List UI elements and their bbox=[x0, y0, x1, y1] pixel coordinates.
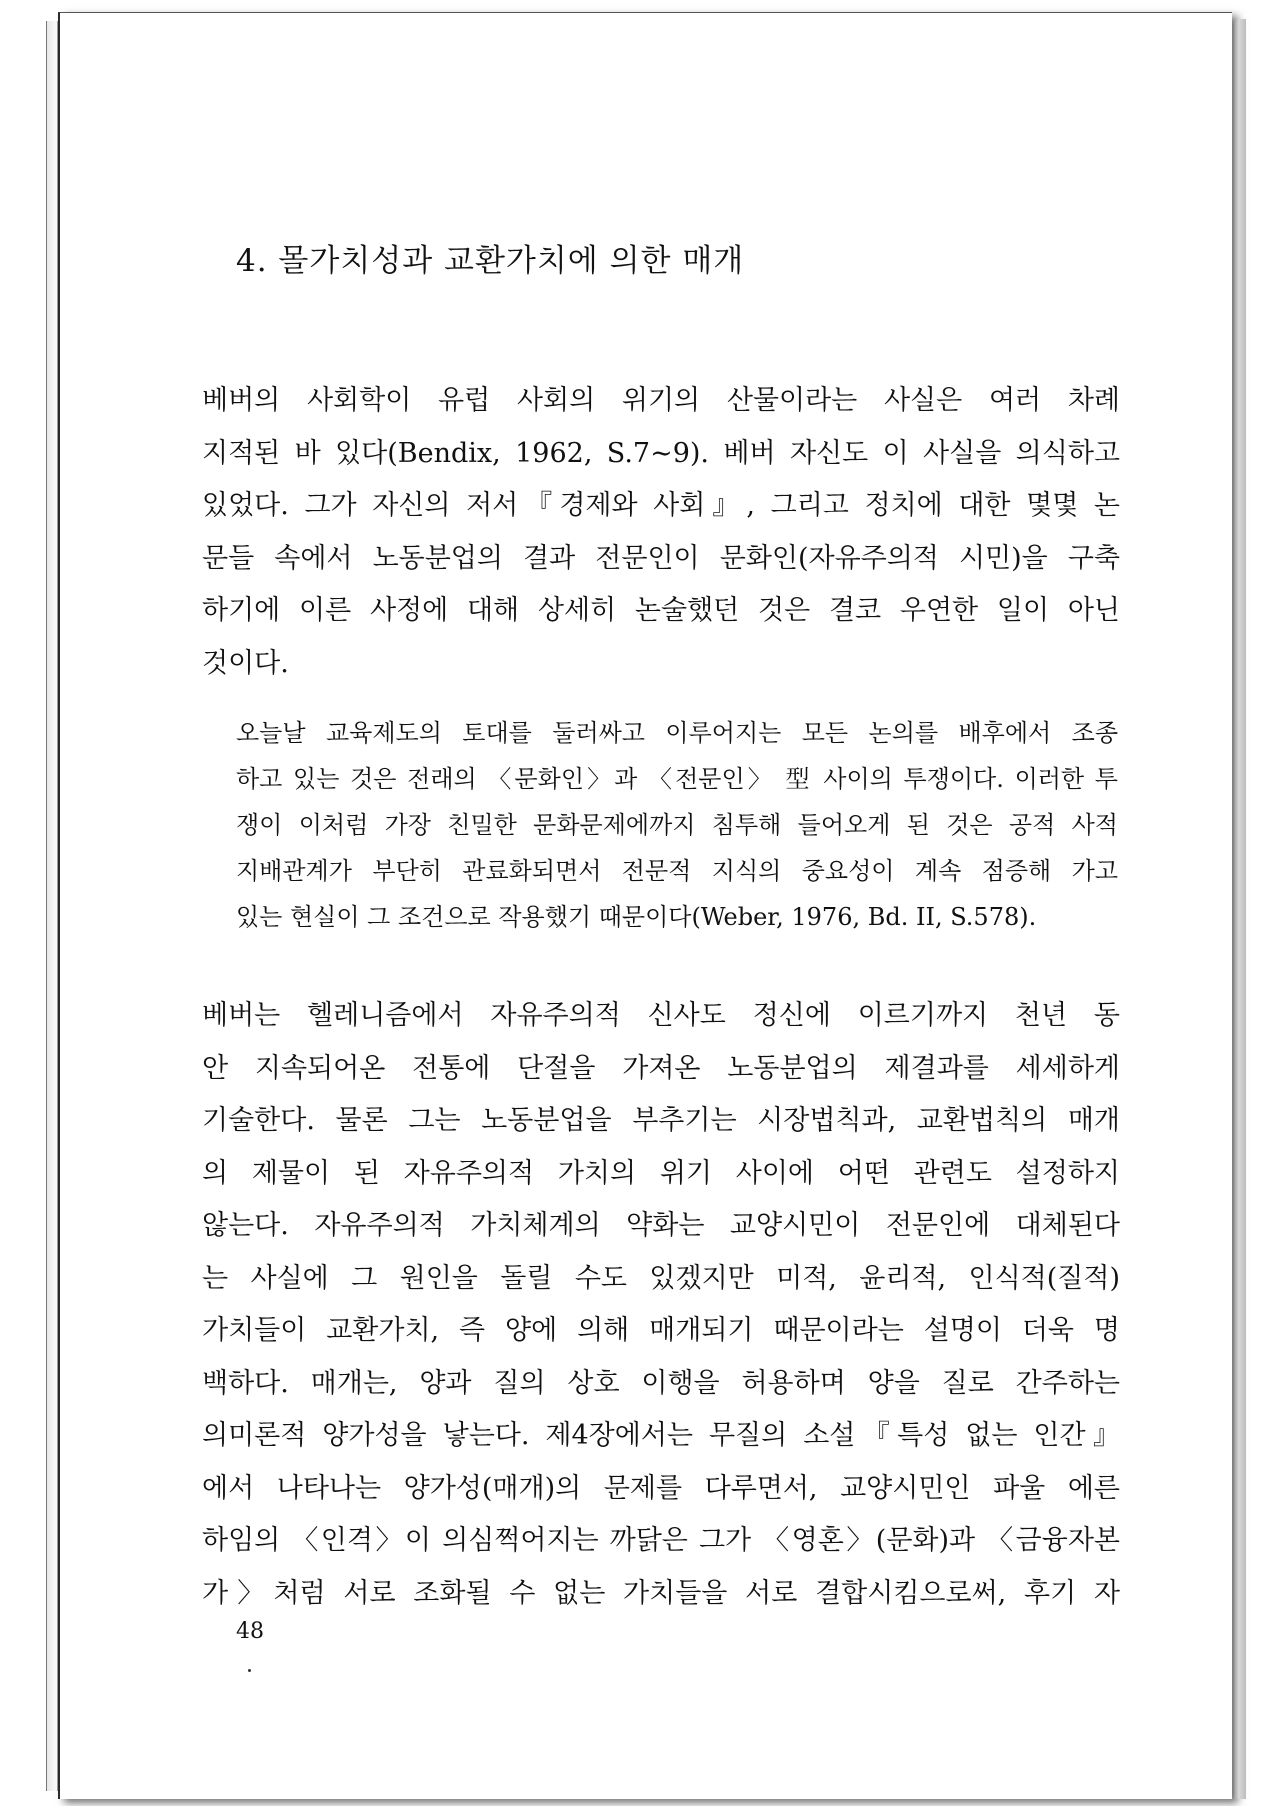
page-number: 48 bbox=[236, 1619, 264, 1644]
quote-line: 있는 현실이 그 조건으로 작용했기 때문이다(Weber, 1976, Bd. II, S.578). bbox=[236, 903, 1037, 931]
paragraph-line: 하기에 이른 사정에 대해 상세히 논술했던 것은 결코 우연한 일이 아닌 bbox=[202, 595, 1120, 626]
paragraph-line: 의 제물이 된 자유주의적 가치의 위기 사이에 어떤 관련도 설정하지 bbox=[202, 1157, 1120, 1189]
scan-speck bbox=[248, 1669, 251, 1672]
paragraph-line: 하임의 〈인격〉이 의심쩍어지는 까닭은 그가 〈영혼〉(문화)과 〈금융자본 bbox=[202, 1525, 1120, 1556]
paragraph-line: 않는다. 자유주의적 가치체계의 약화는 교양시민이 전문인에 대체된다 bbox=[202, 1210, 1120, 1241]
quote-line: 오늘날 교육제도의 토대를 둘러싸고 이루어지는 모든 논의를 배후에서 조종 bbox=[236, 719, 1118, 747]
paragraph-line: 백하다. 매개는, 양과 질의 상호 이행을 허용하며 양을 질로 간주하는 bbox=[202, 1367, 1120, 1399]
quote-line: 하고 있는 것은 전래의 〈문화인〉과 〈전문인〉 型 사이의 투쟁이다. 이러한 투 bbox=[236, 765, 1118, 793]
quote-line: 쟁이 이처럼 가장 친밀한 문화문제에까지 침투해 들어오게 된 것은 공적 사적 bbox=[236, 811, 1118, 839]
paragraph-line: 베버는 헬레니즘에서 자유주의적 신사도 정신에 이르기까지 천년 동 bbox=[202, 1000, 1120, 1031]
paragraph-line: 지적된 바 있다(Bendix, 1962, S.7∼9). 베버 자신도 이 사실을 의식하고 bbox=[202, 437, 1120, 469]
paragraph-line: 가치들이 교환가치, 즉 양에 의해 매개되기 때문이라는 설명이 더욱 명 bbox=[202, 1315, 1120, 1346]
paragraph-line: 는 사실에 그 원인을 돌릴 수도 있겠지만 미적, 윤리적, 인식적(질적) bbox=[202, 1262, 1120, 1294]
paragraph-line: 가〉처럼 서로 조화될 수 없는 가치들을 서로 결합시킴으로써, 후기 자 bbox=[202, 1577, 1120, 1609]
paragraph-line: 있었다. 그가 자신의 저서『경제와 사회』, 그리고 정치에 대한 몇몇 논 bbox=[202, 490, 1120, 521]
paragraph-line: 기술한다. 물론 그는 노동분업을 부추기는 시장법칙과, 교환법칙의 매개 bbox=[202, 1105, 1120, 1136]
body-paragraph-2 bbox=[202, 990, 1120, 1620]
quote-line: 지배관계가 부단히 관료화되면서 전문적 지식의 중요성이 계속 점증해 가고 bbox=[236, 857, 1118, 885]
paragraph-line: 문들 속에서 노동분업의 결과 전문인이 문화인(자유주의적 시민)을 구축 bbox=[202, 542, 1120, 574]
paragraph-line: 에서 나타나는 양가성(매개)의 문제를 다루면서, 교양시민인 파울 에른 bbox=[202, 1472, 1120, 1504]
paragraph-line: 것이다. bbox=[202, 647, 289, 679]
section-heading: 4. 몰가치성과 교환가치에 의한 매개 bbox=[236, 243, 745, 279]
paragraph-line: 베버의 사회학이 유럽 사회의 위기의 산물이라는 사실은 여러 차례 bbox=[202, 385, 1120, 416]
page-edge-shadow bbox=[1234, 19, 1246, 1799]
paragraph-line: 의미론적 양가성을 낳는다. 제4장에서는 무질의 소설『특성 없는 인간』 bbox=[202, 1420, 1120, 1451]
block-quote bbox=[236, 710, 1118, 940]
paragraph-line: 안 지속되어온 전통에 단절을 가져온 노동분업의 제결과를 세세하게 bbox=[202, 1052, 1120, 1084]
body-paragraph-1 bbox=[202, 375, 1120, 690]
book-page bbox=[58, 12, 1232, 1799]
